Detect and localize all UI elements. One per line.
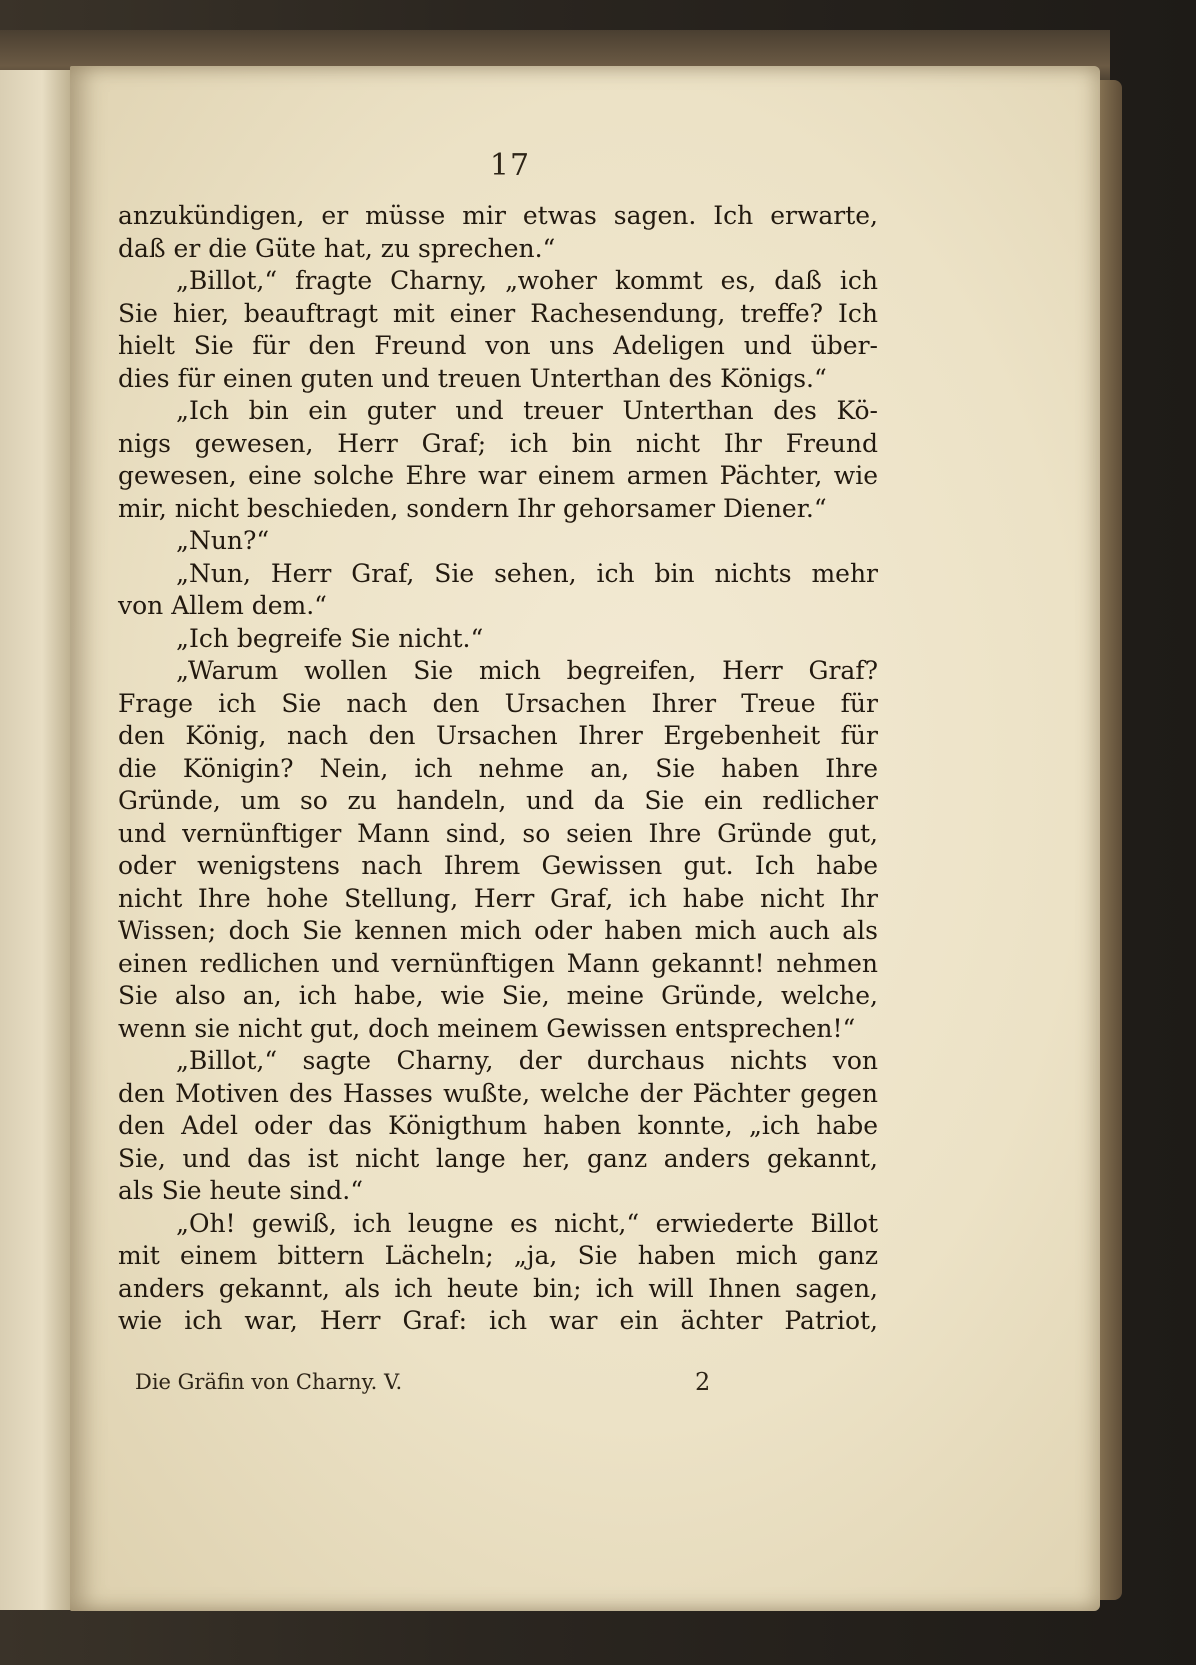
text-line: und vernünftiger Mann sind, so seien Ihre Gründe gut, — [118, 818, 878, 848]
left-page-edge — [0, 70, 72, 1610]
text-line: „Nun?“ — [176, 526, 270, 555]
text-line: den König, nach den Ursachen Ihrer Ergebenheit für — [118, 721, 878, 750]
text-line: „Warum wollen Sie mich begreifen, Herr Graf? — [176, 656, 878, 685]
text-line: Wissen; doch Sie kennen mich oder haben mich auch als — [118, 916, 878, 945]
text-line: oder wenigstens nach Ihrem Gewissen gut. Ich habe — [118, 851, 878, 880]
text-line: hielt Sie für den Freund von uns Adeligen und über- — [118, 331, 878, 360]
text-line: von Allem dem.“ — [118, 591, 327, 620]
text-line: gewesen, eine solche Ehre war einem armen Pächter, wie — [118, 461, 878, 490]
footer-book-title: Die Gräfin von Charny. V. — [135, 1370, 403, 1394]
text-line: einen redlichen und vernünftigen Mann gekannt! nehmen — [118, 948, 878, 978]
text-line: nicht Ihre hohe Stellung, Herr Graf, ich habe nicht Ihr — [118, 883, 878, 913]
text-line: die Königin? Nein, ich nehme an, Sie haben Ihre — [118, 753, 878, 783]
text-line: dies für einen guten und treuen Unterthan des Königs.“ — [118, 363, 827, 393]
text-line: daß er die Güte hat, zu sprechen.“ — [118, 233, 556, 263]
text-line: Sie also an, ich habe, wie Sie, meine Gründe, welche, — [118, 981, 878, 1010]
text-line: Sie hier, beauftragt mit einer Rachesendung, treffe? Ich — [118, 298, 878, 328]
page-number: 17 — [489, 148, 531, 183]
text-line: „Oh! gewiß, ich leugne es nicht,“ erwiederte Billot — [176, 1208, 878, 1238]
text-line: wie ich war, Herr Graf: ich war ein ächter Patriot, — [118, 1306, 878, 1335]
text-line: als Sie heute sind.“ — [118, 1176, 363, 1205]
text-line: anders gekannt, als ich heute bin; ich will Ihnen sagen, — [118, 1273, 878, 1303]
text-line: Sie, und das ist nicht lange her, ganz anders gekannt, — [118, 1143, 878, 1173]
body-text — [118, 200, 878, 1338]
text-line: „Billot,“ fragte Charny, „woher kommt es, daß ich — [176, 266, 878, 295]
text-line: mir, nicht beschieden, sondern Ihr gehorsamer Diener.“ — [118, 493, 827, 523]
text-line: Frage ich Sie nach den Ursachen Ihrer Treue für — [118, 688, 878, 718]
text-line: den Adel oder das Königthum haben konnte, „ich habe — [118, 1111, 878, 1140]
text-line: „Nun, Herr Graf, Sie sehen, ich bin nichts mehr — [176, 558, 878, 588]
text-line: „Ich bin ein guter und treuer Unterthan des Kö- — [176, 396, 878, 425]
text-line: wenn sie nicht gut, doch meinem Gewissen entsprechen!“ — [118, 1013, 856, 1043]
text-line: mit einem bittern Lächeln; „ja, Sie haben mich ganz — [118, 1241, 878, 1270]
text-line: „Ich begreife Sie nicht.“ — [176, 623, 484, 653]
text-line: den Motiven des Hasses wußte, welche der Pächter gegen — [118, 1078, 878, 1108]
text-line: „Billot,“ sagte Charny, der durchaus nichts von — [176, 1046, 878, 1075]
text-line: nigs gewesen, Herr Graf; ich bin nicht Ihr Freund — [118, 428, 878, 458]
text-line: anzukündigen, er müsse mir etwas sagen. Ich erwarte, — [118, 201, 878, 230]
text-line: Gründe, um so zu handeln, und da Sie ein redlicher — [118, 786, 878, 815]
signature-mark: 2 — [695, 1368, 711, 1396]
